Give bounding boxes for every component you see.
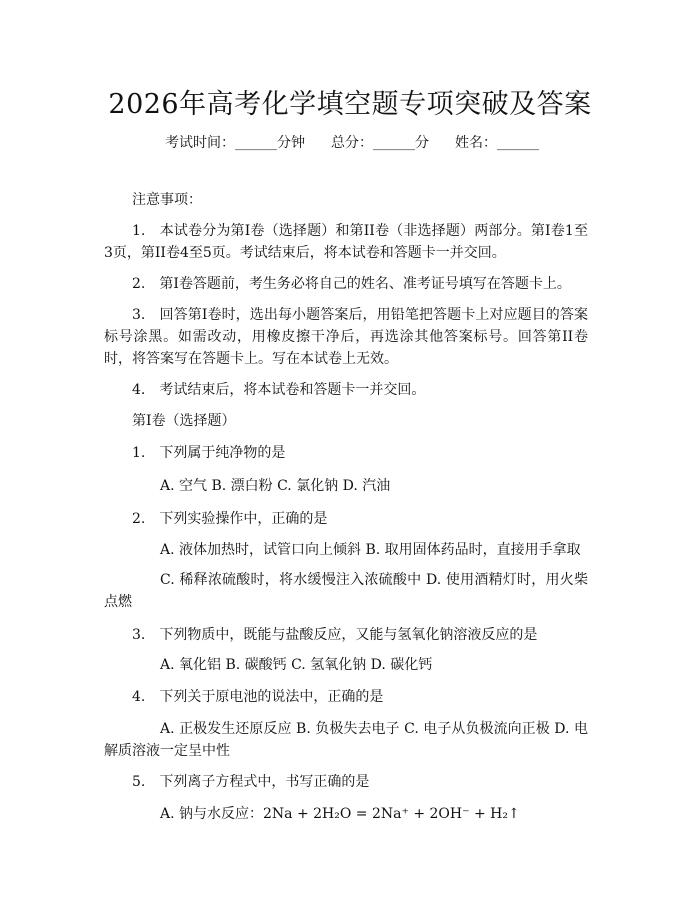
question-4-stem: 4. 下列关于原电池的说法中，正确的是 (132, 689, 384, 705)
exam-time-field: 考试时间：______分钟 (165, 135, 305, 151)
page-title: 2026年高考化学填空题专项突破及答案 (108, 89, 592, 120)
section-heading: 第I卷（选择题） (132, 413, 236, 429)
question-5-option-a: A. 钠与水反应：2Na + 2H₂O = 2Na⁺ + 2OH⁻ + H₂↑ (160, 806, 520, 822)
student-name-field: 姓名：______ (455, 135, 539, 151)
question-1-stem: 1. 下列属于纯净物的是 (132, 445, 286, 461)
question-2-stem: 2. 下列实验操作中，正确的是 (132, 511, 328, 527)
question-5-stem: 5. 下列离子方程式中，书写正确的是 (132, 774, 370, 790)
exam-info-line (165, 132, 539, 152)
notice-item-4: 4. 考试结束后，将本试卷和答题卡一并交回。 (132, 382, 426, 398)
notice-item-3: 3. 回答第I卷时，选出每小题答案后，用铅笔把答题卡上对应题目的答案标号涂黑。如需改动，用橡皮擦干净后，再选涂其他答案标号。回答第II卷时，将答案写在答题卡上。写在本试卷上无效。 (104, 307, 588, 367)
question-2-options-row-2: C. 稀释浓硫酸时，将水缓慢注入浓硫酸中 D. 使用酒精灯时，用火柴点燃 (104, 572, 588, 610)
notice-item-2: 2. 第I卷答题前，考生务必将自己的姓名、准考证号填写在答题卡上。 (132, 276, 571, 292)
total-score-field: 总分：______分 (331, 135, 429, 151)
question-4-options: A. 正极发生还原反应 B. 负极失去电子 C. 电子从负极流向正极 D. 电解质溶液一定呈中性 (104, 721, 588, 759)
question-1-options: A. 空气 B. 漂白粉 C. 氯化钠 D. 汽油 (160, 478, 391, 494)
notice-item-1: 1. 本试卷分为第I卷（选择题）和第II卷（非选择题）两部分。第I卷1至3页，第II卷4至5页。考试结束后，将本试卷和答题卡一并交回。 (104, 223, 588, 261)
question-3-stem: 3. 下列物质中，既能与盐酸反应，又能与氢氧化钠溶液反应的是 (132, 627, 538, 643)
question-3-options: A. 氧化铝 B. 碳酸钙 C. 氢氧化钠 D. 碳化钙 (160, 657, 433, 673)
notice-heading: 注意事项： (132, 192, 202, 208)
question-2-options-row-1: A. 液体加热时，试管口向上倾斜 B. 取用固体药品时，直接用手拿取 (160, 542, 581, 558)
